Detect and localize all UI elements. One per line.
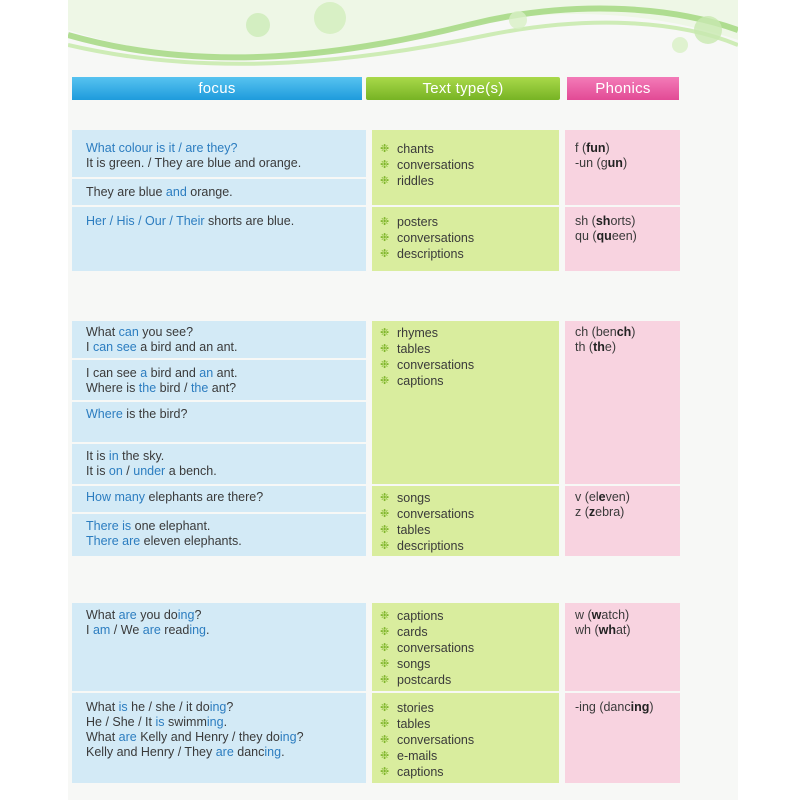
text-segment: he / she / it do bbox=[127, 700, 210, 714]
text-type-label: captions bbox=[397, 374, 444, 388]
asterisk-flower-icon: ❉ bbox=[380, 175, 390, 187]
highlighted-text: under bbox=[133, 464, 166, 478]
highlighted-text: is bbox=[118, 700, 128, 714]
text-type-item bbox=[380, 246, 474, 262]
text-type-label: captions bbox=[397, 609, 444, 623]
highlighted-text: What colour is it / are they? bbox=[86, 141, 238, 155]
text-segment: v (el bbox=[575, 490, 599, 504]
asterisk-flower-icon: ❉ bbox=[380, 375, 390, 387]
text-type-item bbox=[380, 624, 474, 640]
highlighted-text: fun bbox=[586, 141, 606, 155]
focus-sentence bbox=[86, 623, 210, 639]
text-segment: orts) bbox=[610, 214, 636, 228]
focus-sentence bbox=[86, 381, 236, 397]
text-type-item bbox=[380, 506, 474, 522]
highlighted-text: are bbox=[118, 730, 137, 744]
asterisk-flower-icon: ❉ bbox=[380, 232, 390, 244]
text-segment: wh ( bbox=[575, 623, 599, 637]
text-types-list bbox=[380, 325, 474, 389]
highlighted-text: e bbox=[598, 490, 606, 504]
decorative-wave-banner bbox=[68, 0, 738, 70]
text-segment: ) bbox=[622, 156, 628, 170]
text-segment: w ( bbox=[575, 608, 592, 622]
text-segment: Where is bbox=[86, 381, 139, 395]
focus-sentence bbox=[86, 464, 217, 480]
phonics-entry bbox=[575, 214, 635, 230]
text-segment: ven) bbox=[605, 490, 630, 504]
phonics-entry bbox=[575, 490, 630, 506]
highlighted-text: an bbox=[199, 366, 214, 380]
text-type-item bbox=[380, 640, 474, 656]
focus-sentence bbox=[86, 730, 304, 746]
text-segment: I bbox=[86, 623, 93, 637]
text-segment: shorts are blue. bbox=[204, 214, 295, 228]
text-type-label: cards bbox=[397, 625, 428, 639]
text-type-item bbox=[380, 764, 474, 780]
text-segment: ant. bbox=[213, 366, 238, 380]
text-type-item bbox=[380, 672, 474, 688]
text-types-list bbox=[380, 214, 474, 262]
highlighted-text: There are bbox=[86, 534, 141, 548]
text-segment: a bench. bbox=[165, 464, 217, 478]
text-segment: . bbox=[206, 623, 210, 637]
text-segment: ch (ben bbox=[575, 325, 617, 339]
phonics-entry bbox=[575, 229, 637, 245]
text-type-item bbox=[380, 538, 474, 554]
focus-sentence bbox=[86, 185, 233, 201]
text-type-item bbox=[380, 732, 474, 748]
focus-sentence bbox=[86, 340, 238, 356]
text-segment: e) bbox=[604, 340, 616, 354]
text-types-list bbox=[380, 490, 474, 554]
phonics-entry bbox=[575, 141, 610, 157]
highlighted-text: are bbox=[215, 745, 234, 759]
asterisk-flower-icon: ❉ bbox=[380, 658, 390, 670]
text-segment: . bbox=[223, 715, 228, 729]
text-type-label: descriptions bbox=[397, 247, 464, 261]
text-type-label: descriptions bbox=[397, 539, 464, 553]
asterisk-flower-icon: ❉ bbox=[380, 524, 390, 536]
phonics-entry bbox=[575, 340, 616, 356]
highlighted-text: w bbox=[591, 608, 602, 622]
text-type-label: captions bbox=[397, 765, 444, 779]
highlighted-text: There is bbox=[86, 519, 132, 533]
text-segment: What bbox=[86, 325, 119, 339]
asterisk-flower-icon: ❉ bbox=[380, 359, 390, 371]
asterisk-flower-icon: ❉ bbox=[380, 327, 390, 339]
text-segment: It is bbox=[86, 464, 109, 478]
text-type-item bbox=[380, 173, 474, 189]
text-segment: you do bbox=[136, 608, 178, 622]
text-type-label: tables bbox=[397, 342, 431, 356]
text-type-label: rhymes bbox=[397, 326, 438, 340]
text-segment: It is bbox=[86, 449, 109, 463]
text-segment: Kelly and Henry / They bbox=[86, 745, 216, 759]
focus-sentence bbox=[86, 449, 164, 465]
focus-sentence bbox=[86, 141, 237, 157]
text-type-label: chants bbox=[397, 142, 434, 156]
highlighted-text: Her / His / Our / Their bbox=[86, 214, 205, 228]
text-segment: orange. bbox=[186, 185, 233, 199]
text-type-item bbox=[380, 490, 474, 506]
text-segment: read bbox=[160, 623, 190, 637]
asterisk-flower-icon: ❉ bbox=[380, 702, 390, 714]
focus-sentence bbox=[86, 715, 227, 731]
text-types-list bbox=[380, 700, 474, 780]
text-segment: / bbox=[122, 464, 134, 478]
asterisk-flower-icon: ❉ bbox=[380, 718, 390, 730]
asterisk-flower-icon: ❉ bbox=[380, 766, 390, 778]
phonics-entry bbox=[575, 156, 627, 172]
highlighted-text: sh bbox=[595, 214, 611, 228]
text-type-item bbox=[380, 341, 474, 357]
focus-sentence bbox=[86, 325, 193, 341]
text-segment: danc bbox=[233, 745, 265, 759]
text-segment: th ( bbox=[575, 340, 594, 354]
highlighted-text: ing bbox=[206, 715, 224, 729]
text-segment: a bird and an ant. bbox=[136, 340, 238, 354]
text-segment: . bbox=[281, 745, 285, 759]
phonics-entry bbox=[575, 608, 629, 624]
focus-sentence bbox=[86, 534, 242, 550]
highlighted-text: on bbox=[108, 464, 123, 478]
text-segment: ? bbox=[194, 608, 202, 622]
asterisk-flower-icon: ❉ bbox=[380, 216, 390, 228]
text-segment: at) bbox=[615, 623, 631, 637]
text-segment: eleven elephants. bbox=[140, 534, 242, 548]
text-type-label: conversations bbox=[397, 231, 475, 245]
highlighted-text: is bbox=[155, 715, 165, 729]
focus-sentence bbox=[86, 700, 233, 716]
text-segment: Kelly and Henry / they do bbox=[136, 730, 280, 744]
text-type-label: conversations bbox=[397, 158, 475, 172]
text-types-column-header: Text type(s) bbox=[366, 77, 560, 100]
text-type-item bbox=[380, 373, 474, 389]
text-segment: What bbox=[86, 730, 119, 744]
highlighted-text: in bbox=[108, 449, 119, 463]
highlighted-text: and bbox=[165, 185, 187, 199]
text-type-item bbox=[380, 716, 474, 732]
focus-column-header: focus bbox=[72, 77, 362, 100]
asterisk-flower-icon: ❉ bbox=[380, 492, 390, 504]
text-segment: ) bbox=[605, 141, 610, 155]
highlighted-text: are bbox=[142, 623, 161, 637]
highlighted-text: am bbox=[92, 623, 111, 637]
highlighted-text: the bbox=[138, 381, 157, 395]
highlighted-text: ing bbox=[264, 745, 282, 759]
focus-sentence bbox=[86, 156, 301, 172]
text-segment: z ( bbox=[575, 505, 589, 519]
phonics-entry bbox=[575, 325, 635, 341]
highlighted-text: ch bbox=[616, 325, 632, 339]
text-type-label: songs bbox=[397, 491, 431, 505]
text-segment: elephants are there? bbox=[145, 490, 264, 504]
focus-sentence bbox=[86, 366, 238, 382]
asterisk-flower-icon: ❉ bbox=[380, 143, 390, 155]
focus-sentence bbox=[86, 608, 201, 624]
asterisk-flower-icon: ❉ bbox=[380, 159, 390, 171]
text-segment: / We bbox=[110, 623, 143, 637]
phonics-column-header: Phonics bbox=[567, 77, 679, 100]
asterisk-flower-icon: ❉ bbox=[380, 734, 390, 746]
text-segment: bird and bbox=[147, 366, 200, 380]
text-type-item bbox=[380, 608, 474, 624]
text-type-item bbox=[380, 700, 474, 716]
highlighted-text: wh bbox=[598, 623, 616, 637]
phonics-entry bbox=[575, 623, 631, 639]
asterisk-flower-icon: ❉ bbox=[380, 540, 390, 552]
highlighted-text: z bbox=[588, 505, 596, 519]
highlighted-text: are bbox=[118, 608, 137, 622]
asterisk-flower-icon: ❉ bbox=[380, 750, 390, 762]
text-segment: ? bbox=[226, 700, 234, 714]
text-type-item bbox=[380, 214, 474, 230]
text-type-item bbox=[380, 748, 474, 764]
text-segment: I bbox=[86, 340, 93, 354]
text-segment: you see? bbox=[138, 325, 194, 339]
text-segment: een) bbox=[611, 229, 637, 243]
focus-sentence bbox=[86, 214, 294, 230]
focus-sentence bbox=[86, 490, 263, 506]
text-type-label: postcards bbox=[397, 673, 452, 687]
text-type-item bbox=[380, 656, 474, 672]
asterisk-flower-icon: ❉ bbox=[380, 508, 390, 520]
text-segment: I can see bbox=[86, 366, 141, 380]
text-type-label: e-mails bbox=[397, 749, 438, 763]
text-segment: -ing (danc bbox=[575, 700, 631, 714]
highlighted-text: How many bbox=[86, 490, 146, 504]
text-segment: bird / bbox=[156, 381, 191, 395]
text-type-label: conversations bbox=[397, 507, 475, 521]
asterisk-flower-icon: ❉ bbox=[380, 610, 390, 622]
text-type-label: tables bbox=[397, 523, 431, 537]
highlighted-text: ing bbox=[279, 730, 297, 744]
text-types-list bbox=[380, 141, 474, 189]
text-types-list bbox=[380, 608, 474, 688]
text-segment: the sky. bbox=[118, 449, 165, 463]
text-segment: They are blue bbox=[86, 185, 166, 199]
text-type-item bbox=[380, 141, 474, 157]
text-segment: sh ( bbox=[575, 214, 596, 228]
focus-sentence bbox=[86, 407, 187, 423]
text-segment: -un (g bbox=[575, 156, 608, 170]
highlighted-text: can see bbox=[92, 340, 137, 354]
highlighted-text: un bbox=[607, 156, 623, 170]
asterisk-flower-icon: ❉ bbox=[380, 343, 390, 355]
text-segment: f ( bbox=[575, 141, 587, 155]
text-segment: ) bbox=[631, 325, 636, 339]
focus-sentence bbox=[86, 519, 210, 535]
highlighted-text: can bbox=[118, 325, 139, 339]
highlighted-text: ing bbox=[630, 700, 650, 714]
phonics-entry bbox=[575, 700, 654, 716]
text-type-item bbox=[380, 357, 474, 373]
highlighted-text: ing bbox=[177, 608, 195, 622]
text-type-label: posters bbox=[397, 215, 438, 229]
text-type-label: riddles bbox=[397, 174, 434, 188]
text-type-item bbox=[380, 325, 474, 341]
asterisk-flower-icon: ❉ bbox=[380, 642, 390, 654]
text-segment: ) bbox=[649, 700, 654, 714]
highlighted-text: a bbox=[140, 366, 148, 380]
text-type-label: conversations bbox=[397, 641, 475, 655]
text-type-label: stories bbox=[397, 701, 434, 715]
text-segment: ant? bbox=[208, 381, 237, 395]
text-segment: It is green. / They are blue and orange. bbox=[86, 156, 302, 170]
text-segment: one elephant. bbox=[131, 519, 211, 533]
text-type-label: conversations bbox=[397, 733, 475, 747]
highlighted-text: th bbox=[593, 340, 605, 354]
text-type-label: tables bbox=[397, 717, 431, 731]
text-segment: What bbox=[86, 608, 119, 622]
text-segment: atch) bbox=[601, 608, 630, 622]
text-segment: He / She / It bbox=[86, 715, 156, 729]
text-type-item bbox=[380, 230, 474, 246]
highlighted-text: Where bbox=[86, 407, 123, 421]
text-type-label: conversations bbox=[397, 358, 475, 372]
text-type-item bbox=[380, 522, 474, 538]
text-type-item bbox=[380, 157, 474, 173]
phonics-entry bbox=[575, 505, 624, 521]
focus-sentence bbox=[86, 745, 285, 761]
asterisk-flower-icon: ❉ bbox=[380, 626, 390, 638]
asterisk-flower-icon: ❉ bbox=[380, 248, 390, 260]
text-type-label: songs bbox=[397, 657, 431, 671]
highlighted-text: qu bbox=[596, 229, 612, 243]
text-segment: is the bird? bbox=[122, 407, 188, 421]
text-segment: ? bbox=[296, 730, 304, 744]
highlighted-text: the bbox=[190, 381, 209, 395]
asterisk-flower-icon: ❉ bbox=[380, 674, 390, 686]
highlighted-text: ing bbox=[189, 623, 207, 637]
text-segment: ebra) bbox=[595, 505, 625, 519]
highlighted-text: ing bbox=[209, 700, 227, 714]
text-segment: What bbox=[86, 700, 119, 714]
text-segment: qu ( bbox=[575, 229, 597, 243]
text-segment: swimm bbox=[164, 715, 207, 729]
